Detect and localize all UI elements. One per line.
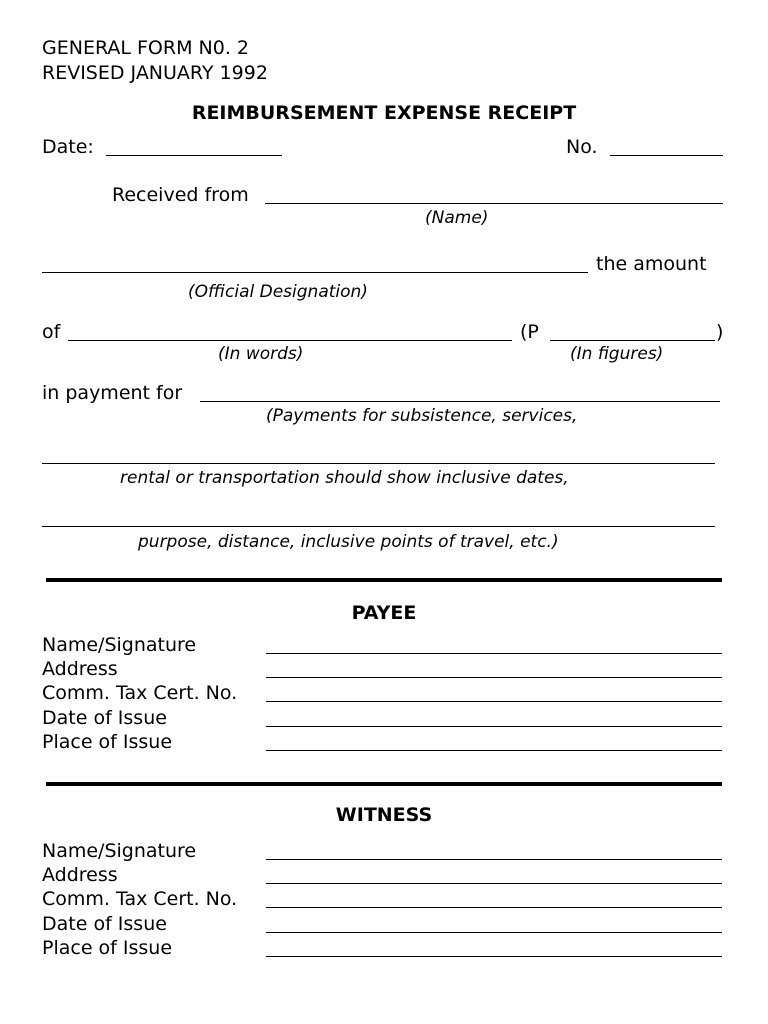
payee-name-signature-field-line[interactable] [266, 653, 722, 654]
witness-name-signature-label: Name/Signature [42, 840, 197, 862]
witness-name-signature-field-line[interactable] [266, 859, 722, 860]
name-caption: (Name) [425, 208, 489, 228]
revision-date: REVISED JANUARY 1992 [42, 62, 268, 84]
in-figures-caption: (In figures) [570, 344, 664, 364]
payment-note-3: purpose, distance, inclusive points of travel, etc.) [138, 532, 559, 552]
the-amount-label: the amount [596, 253, 707, 275]
peso-open-label: (P [520, 321, 539, 343]
witness-address-field-line[interactable] [266, 883, 722, 884]
designation-field-line[interactable] [42, 272, 588, 273]
witness-date-of-issue-label: Date of Issue [42, 913, 167, 935]
witness-place-of-issue-label: Place of Issue [42, 937, 173, 959]
peso-close-label: ) [716, 321, 724, 343]
form-number: GENERAL FORM N0. 2 [42, 37, 249, 59]
payment-note-2: rental or transportation should show inclusive dates, [120, 468, 569, 488]
payee-tax-cert-label: Comm. Tax Cert. No. [42, 682, 238, 704]
payee-address-label: Address [42, 658, 118, 680]
witness-place-of-issue-field-line[interactable] [266, 956, 722, 957]
in-words-caption: (In words) [218, 344, 304, 364]
number-label: No. [566, 136, 598, 158]
amount-in-figures-field-line[interactable] [550, 340, 715, 341]
payment-for-field-line[interactable] [200, 401, 720, 402]
witness-tax-cert-label: Comm. Tax Cert. No. [42, 888, 238, 910]
form-title: REIMBURSEMENT EXPENSE RECEIPT [191, 102, 577, 124]
of-label: of [42, 321, 61, 343]
payment-for-label: in payment for [42, 382, 183, 404]
date-label: Date: [42, 136, 94, 158]
witness-section-title: WITNESS [335, 804, 433, 826]
witness-address-label: Address [42, 864, 118, 886]
witness-date-of-issue-field-line[interactable] [266, 932, 722, 933]
payee-tax-cert-field-line[interactable] [266, 701, 722, 702]
witness-tax-cert-field-line[interactable] [266, 907, 722, 908]
payee-section-divider [46, 578, 722, 582]
payee-address-field-line[interactable] [266, 677, 722, 678]
witness-section-divider [46, 782, 722, 786]
payee-section-title: PAYEE [351, 602, 417, 624]
number-field-line[interactable] [610, 155, 723, 156]
date-field-line[interactable] [106, 155, 282, 156]
payee-name-signature-label: Name/Signature [42, 634, 197, 656]
payee-date-of-issue-field-line[interactable] [266, 726, 722, 727]
payment-for-field-line-3[interactable] [42, 526, 715, 527]
payment-note-1: (Payments for subsistence, services, [266, 406, 578, 426]
amount-in-words-field-line[interactable] [68, 340, 512, 341]
received-from-label: Received from [112, 184, 249, 206]
payee-place-of-issue-field-line[interactable] [266, 750, 722, 751]
received-from-field-line[interactable] [265, 203, 723, 204]
payee-place-of-issue-label: Place of Issue [42, 731, 173, 753]
payment-for-field-line-2[interactable] [42, 463, 715, 464]
payee-date-of-issue-label: Date of Issue [42, 707, 167, 729]
designation-caption: (Official Designation) [188, 282, 368, 302]
